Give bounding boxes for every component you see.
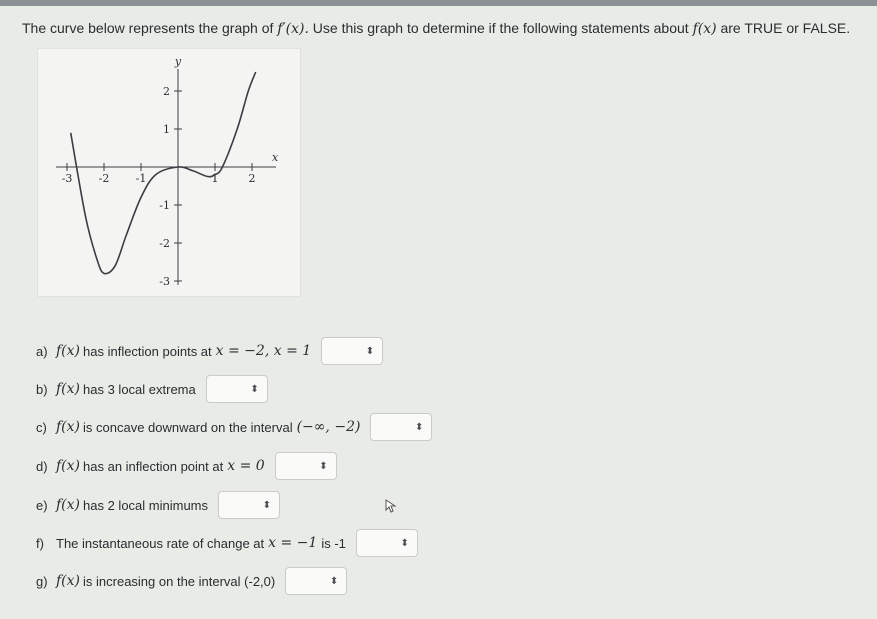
question-function: f(x)	[56, 573, 81, 589]
question-text: has 2 local minimums	[83, 497, 209, 513]
question-letter: c)	[36, 419, 47, 435]
y-tick-label: -2	[159, 237, 170, 250]
question-function: f(x)	[56, 458, 81, 474]
true-false-select[interactable]	[218, 491, 280, 519]
prompt-text-3: are TRUE or FALSE.	[720, 20, 851, 36]
question-row	[36, 336, 383, 366]
question-function: f(x)	[56, 497, 81, 513]
x-tick-label: -1	[135, 172, 147, 185]
question-function: f(x)	[56, 419, 81, 435]
prompt-fprime: f′(x).	[277, 21, 309, 37]
x-axis-label: x	[272, 151, 279, 164]
question-text: has an inflection point at	[83, 458, 224, 474]
question-function: f(x)	[56, 343, 81, 359]
question-row	[36, 412, 432, 442]
true-false-select[interactable]	[370, 413, 432, 441]
question-row	[36, 451, 337, 481]
select-arrow-icon: ⬍	[262, 499, 272, 511]
prompt-text-2: Use this graph to determine if the following statements about	[312, 20, 689, 36]
question-math: x = −1	[268, 535, 318, 551]
mouse-cursor-icon	[385, 499, 397, 513]
question-math: (−∞, −2)	[296, 419, 361, 435]
select-arrow-icon: ⬍	[250, 383, 259, 395]
y-tick-label: -1	[159, 199, 170, 212]
question-row	[36, 566, 347, 596]
question-letter: d)	[36, 458, 48, 474]
graph-svg	[38, 49, 300, 296]
question-text: has 3 local extrema	[83, 381, 196, 397]
x-tick-label: 1	[211, 172, 219, 185]
top-bar	[0, 0, 877, 6]
select-arrow-icon: ⬍	[400, 537, 409, 549]
question-letter: b)	[36, 381, 48, 397]
x-tick-label: 2	[248, 172, 256, 185]
question-row	[36, 374, 268, 404]
y-tick-label: -3	[159, 275, 170, 288]
derivative-graph	[37, 48, 301, 297]
true-false-select[interactable]	[321, 337, 383, 365]
question-text: is increasing on the interval (-2,0)	[83, 573, 276, 589]
question-letter: g)	[36, 573, 48, 589]
y-axis-label: y	[174, 55, 182, 68]
question-letter: a)	[36, 343, 48, 359]
y-tick-label: 1	[163, 123, 170, 136]
x-tick-label: -2	[98, 172, 110, 185]
prompt-text-1: The curve below represents the graph of	[22, 20, 274, 36]
prompt-fx: f(x)	[692, 21, 717, 37]
question-function: f(x)	[56, 381, 81, 397]
question-text: is concave downward on the interval	[83, 419, 293, 435]
true-false-select[interactable]	[275, 452, 337, 480]
question-text: The instantaneous rate of change at	[56, 535, 265, 551]
question-row	[36, 528, 418, 558]
question-letter: e)	[36, 497, 48, 513]
x-tick-label: -3	[61, 172, 73, 185]
select-arrow-icon: ⬍	[415, 421, 424, 433]
select-arrow-icon: ⬍	[319, 460, 328, 472]
question-math: x = 0	[227, 458, 265, 474]
question-math: x = −2, x = 1	[215, 343, 312, 359]
true-false-select[interactable]	[206, 375, 268, 403]
true-false-select[interactable]	[356, 529, 418, 557]
y-tick-label: 2	[163, 85, 170, 98]
select-arrow-icon: ⬍	[365, 345, 375, 357]
select-arrow-icon: ⬍	[329, 575, 339, 587]
true-false-select[interactable]	[285, 567, 347, 595]
question-letter: f)	[36, 535, 44, 551]
problem-prompt	[22, 18, 862, 39]
question-tail: is -1	[321, 535, 346, 551]
question-row	[36, 490, 280, 520]
question-text: has inflection points at	[83, 343, 212, 359]
